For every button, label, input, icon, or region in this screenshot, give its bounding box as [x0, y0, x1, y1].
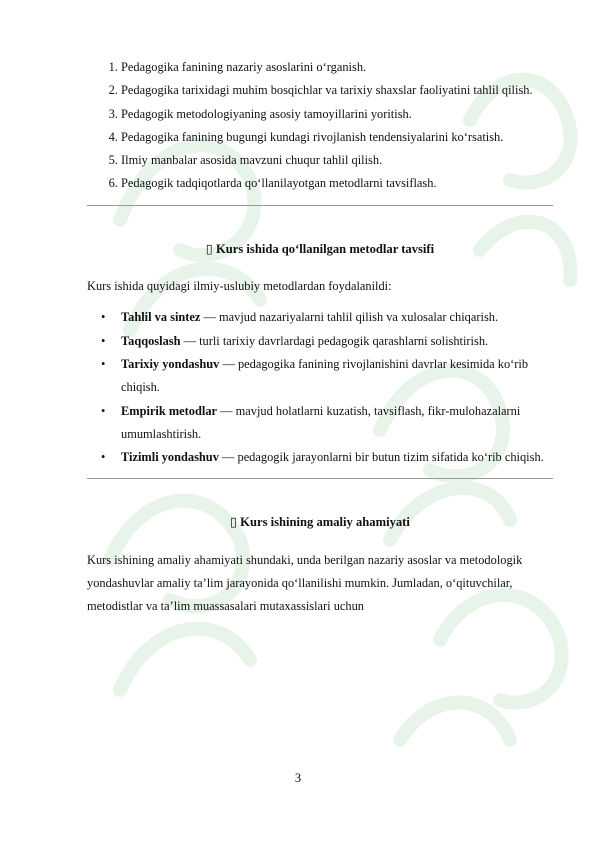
list-item — [121, 446, 553, 469]
method-description: — pedagogika fanining rivojlanishini davrlar kesimida ko‘rib chiqish. — [121, 356, 529, 395]
list-item — [121, 306, 553, 329]
method-term: Tarixiy yondashuv — [121, 356, 220, 371]
section-heading-methods: ▯ Kurs ishida qo‘llanilgan metodlar tavsifi — [205, 241, 435, 256]
list-item: 3. Pedagogik metodologiyaning asosiy tamoyillarini yoritish. — [121, 103, 553, 126]
section-heading-practical: ▯ Kurs ishining amaliy ahamiyati — [230, 515, 410, 530]
method-term: Taqqoslash — [121, 333, 181, 348]
list-item — [121, 330, 553, 353]
page-number: 3 — [294, 771, 302, 785]
list-item: 1. Pedagogika fanining nazariy asoslarini o‘rganish. — [121, 56, 553, 79]
method-term: Tizimli yondashuv — [121, 450, 219, 465]
missing-glyph-icon: ▯ — [205, 241, 213, 256]
list-item: 6. Pedagogik tadqiqotlarda qo‘llanilayotgan metodlarni tavsiflash. — [121, 172, 553, 195]
method-description: — mavjud nazariyalarni tahlil qilish va xulosalar chiqarish. — [200, 310, 499, 325]
method-description: — turli tarixiy davrlardagi pedagogik qarashlarni solishtirish. — [180, 333, 489, 348]
method-term: Empirik metodlar — [121, 403, 218, 418]
objectives-list — [87, 56, 553, 196]
page-content — [87, 56, 553, 619]
methods-intro: Kurs ishida quyidagi ilmiy-uslubiy metodlardan foydalanildi: — [87, 279, 392, 294]
list-item: 5. Ilmiy manbalar asosida mavzuni chuqur tahlil qilish. — [121, 149, 553, 172]
list-item — [121, 400, 553, 447]
practical-paragraph: Kurs ishining amaliy ahamiyati shundaki, unda berilgan nazariy asoslar va metodologik yondashuvlar amaliy ta’lim jarayonida qo‘llanilishi mumkin. Jumladan, o‘qituvchilar, metodistlar va ta’lim muassasalari mutaxassislari uchun — [87, 552, 523, 614]
method-description: — mavjud holatlarni kuzatish, tavsiflash, fikr-mulohazalarni umumlashtirish. — [121, 403, 521, 441]
list-item: 2. Pedagogika tarixidagi muhim bosqichlar va tarixiy shaxslar faoliyatini tahlil qilish. — [121, 79, 553, 102]
missing-glyph-icon: ▯ — [230, 515, 238, 530]
list-item: 4. Pedagogika fanining bugungi kundagi rivojlanish tendensiyalarini ko‘rsatish. — [121, 126, 553, 149]
list-item — [121, 353, 553, 400]
method-term: Tahlil va sintez — [121, 310, 201, 325]
method-description: — pedagogik jarayonlarni bir butun tizim sifatida ko‘rib chiqish. — [218, 450, 544, 465]
methods-list — [87, 306, 553, 469]
